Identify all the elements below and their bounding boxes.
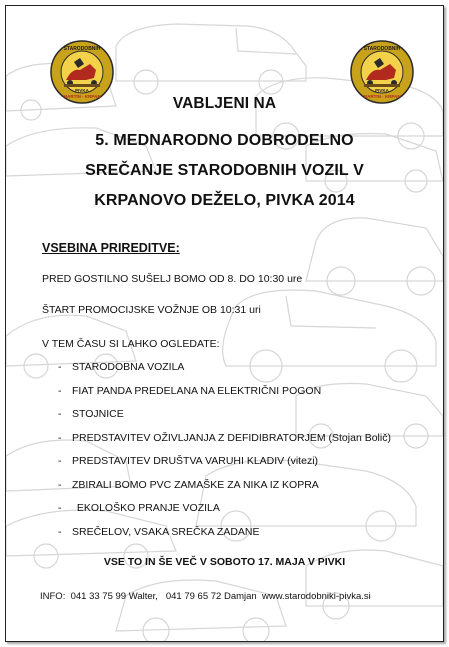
contact-info: INFO: 041 33 75 99 Walter, 041 79 65 72 Damjan www.starodobniki-pivka.si (40, 591, 371, 602)
list-item: - PREDSTAVITEV OŽIVLJANJA Z DEFIDIBRATORJEM (Stojan Bolič) (58, 431, 391, 444)
event-title-line-3: KRPANOVO DEŽELO, PIVKA 2014 (94, 192, 355, 209)
svg-text:MARTIN · KRPAN: MARTIN · KRPAN (363, 94, 401, 99)
list-item: - FIAT PANDA PREDELANA NA ELEKTRIČNI POGON (58, 384, 322, 397)
list-item: - STARODOBNA VOZILA (58, 361, 185, 373)
list-item: - PREDSTAVITEV DRUŠTVA VARUHI KLADIV (vitezi) (58, 455, 319, 467)
list-item: - STOJNICE (58, 408, 124, 420)
svg-text:MARTIN · KRPAN: MARTIN · KRPAN (63, 94, 101, 99)
list-item: - ZBIRALI BOMO PVC ZAMAŠKE ZA NIKA IZ KOPRA (58, 478, 319, 491)
invite-heading: VABLJENI NA (172, 95, 277, 112)
program-start-line: ŠTART PROMOCIJSKE VOŽNJE OB 10:31 uri (42, 304, 261, 316)
svg-text:PIVKA: PIVKA (375, 88, 389, 93)
list-item: - SREČELOV, VSAKA SREČKA ZADANE (58, 525, 260, 538)
program-intro-line: V TEM ČASU SI LAHKO OGLEDATE: (42, 338, 220, 350)
event-date-line: VSE TO IN ŠE VEČ V SOBOTO 17. MAJA V PIVKI (103, 556, 346, 568)
program-meeting-line: PRED GOSTILNO SUŠELJ BOMO OD 8. DO 10:30 ure (42, 273, 303, 285)
svg-text:STARODOBNIH: STARODOBNIH (63, 46, 101, 52)
poster (5, 5, 444, 642)
program-list (58, 361, 391, 549)
svg-text:PIVKA: PIVKA (75, 88, 89, 93)
event-title-line-2: SREČANJE STARODOBNIH VOZIL V (85, 162, 364, 179)
svg-text:STARODOBNIH: STARODOBNIH (363, 46, 401, 52)
program-heading: VSEBINA PRIREDITVE: (42, 241, 180, 255)
event-title-line-1: 5. MEDNARODNO DOBRODELNO (95, 132, 354, 149)
list-item: - EKOLOŠKO PRANJE VOZILA (58, 502, 220, 514)
